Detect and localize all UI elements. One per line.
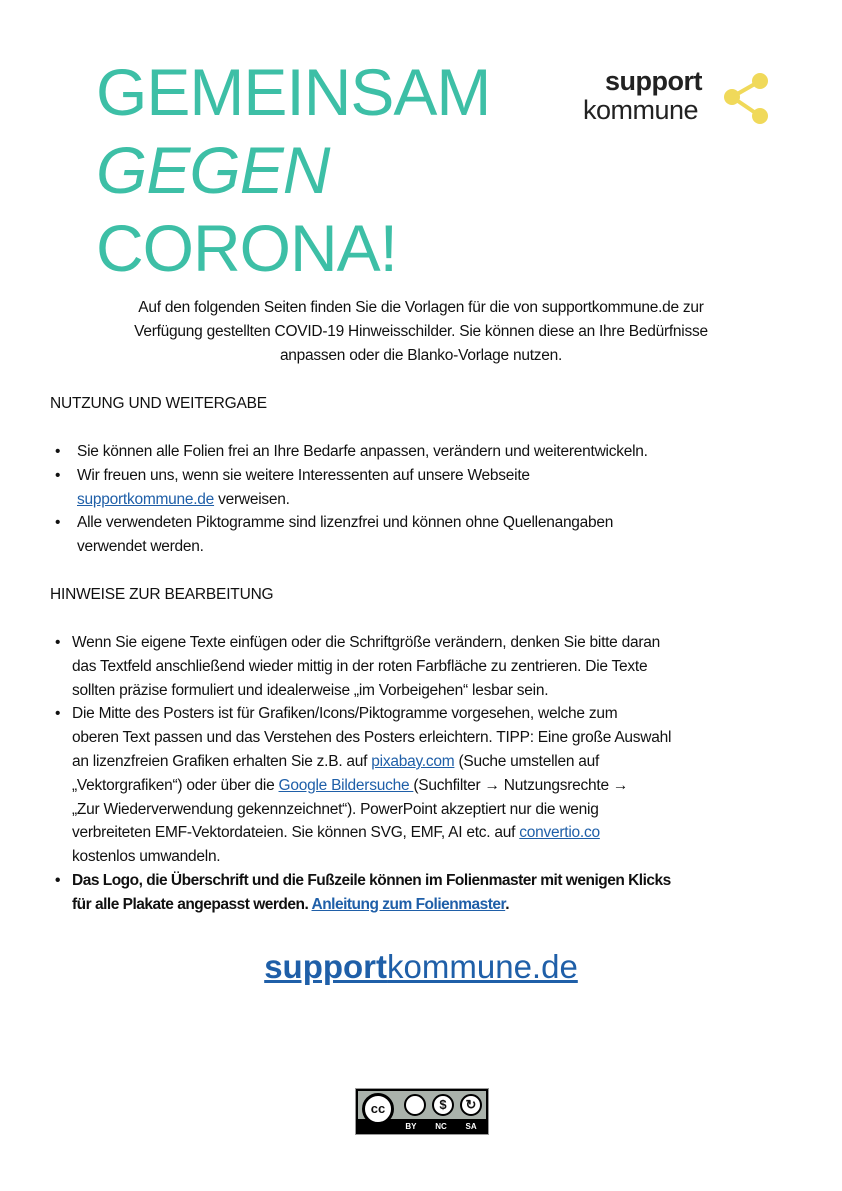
item-text: Das Logo, die Überschrift und die Fußzeile können im Folienmaster mit wenigen Klicks bbox=[72, 871, 671, 889]
list-item: • Sie können alle Folien frei an Ihre Bedarfe anpassen, verändern und weiterentwickeln. bbox=[55, 443, 648, 460]
title-line-1: GEMEINSAM bbox=[96, 55, 491, 129]
item-text: Die Mitte des Posters ist für Grafiken/Icons/Piktogramme vorgesehen, welche zum bbox=[72, 705, 618, 723]
list-item: • Wir freuen uns, wenn sie weitere Interessenten auf unsere Webseite supportkommune.de verweisen. bbox=[55, 466, 530, 508]
google-image-search-link[interactable]: Google Bildersuche bbox=[278, 776, 414, 794]
item-text: verweisen. bbox=[214, 490, 290, 508]
sharealike-icon: ↻ bbox=[460, 1094, 482, 1116]
item-text: verwendet werden. bbox=[77, 538, 204, 556]
folienmaster-guide-link[interactable]: Anleitung zum Folienmaster bbox=[311, 895, 506, 913]
convertio-link[interactable]: convertio.co bbox=[519, 824, 600, 842]
pixabay-link[interactable]: pixabay.com bbox=[371, 752, 455, 770]
cc-icon: cc bbox=[362, 1093, 394, 1125]
site-link-bold[interactable]: support bbox=[264, 948, 388, 985]
usage-list bbox=[50, 440, 648, 559]
license-label-sa: SA bbox=[465, 1122, 477, 1131]
noncommercial-icon: $ bbox=[432, 1094, 454, 1116]
item-text: „Vektorgrafiken“) oder über die bbox=[72, 776, 279, 794]
logo-word-kommune: kommune bbox=[583, 95, 699, 125]
item-text: oberen Text passen und das Verstehen des Posters erleichtern. TIPP: Eine große Auswahl bbox=[72, 729, 672, 747]
share-icon bbox=[718, 70, 773, 125]
item-text: für alle Plakate angepasst werden. bbox=[72, 895, 312, 913]
intro-line: Auf den folgenden Seiten finden Sie die Vorlagen für die von supportkommune.de zur bbox=[138, 299, 704, 316]
section-heading-usage: NUTZUNG UND WEITERGABE bbox=[50, 395, 267, 412]
title-line-2: GEGEN bbox=[96, 133, 330, 207]
item-text: verbreiteten EMF-Vektordateien. Sie können SVG, EMF, AI etc. auf bbox=[72, 824, 520, 842]
supportkommune-link[interactable]: supportkommune.de bbox=[77, 490, 215, 508]
item-text: . bbox=[505, 895, 510, 913]
title-line-3: CORONA! bbox=[96, 211, 398, 285]
item-text: kostenlos umwandeln. bbox=[72, 848, 221, 866]
item-text: (Suche umstellen auf bbox=[454, 752, 600, 770]
license-label-by: BY bbox=[405, 1122, 417, 1131]
item-text: Sie können alle Folien frei an Ihre Bedarfe anpassen, verändern und weiterentwickeln. bbox=[77, 443, 648, 460]
editing-list bbox=[50, 631, 671, 917]
license-label-nc: NC bbox=[435, 1122, 447, 1131]
item-text: das Textfeld anschließend wieder mittig in der roten Farbfläche zu zentrieren. Die Texte bbox=[72, 657, 648, 675]
item-text: (Suchfilter → Nutzungsrechte → bbox=[413, 776, 629, 794]
intro-line: anpassen oder die Blanko-Vorlage nutzen. bbox=[279, 346, 563, 364]
list-item: • Alle verwendeten Piktogramme sind lizenzfrei und können ohne Quellenangaben verwendet werden. bbox=[55, 514, 614, 556]
site-link-rest[interactable]: kommune.de bbox=[387, 948, 578, 985]
item-text: Wenn Sie eigene Texte einfügen oder die Schriftgröße verändern, denken Sie bitte daran bbox=[72, 634, 660, 651]
cc-by-nc-sa-badge bbox=[355, 1088, 489, 1135]
website-link[interactable] bbox=[0, 948, 842, 986]
item-text: Wir freuen uns, wenn sie weitere Interessenten auf unsere Webseite bbox=[77, 466, 530, 484]
list-item: • Die Mitte des Posters ist für Grafiken/Icons/Piktogramme vorgesehen, welche zum oberen Text passen und das Verstehen des Posters erleichtern. TIPP: Eine große Auswahl an lizenzfreien Grafiken erhalten Sie z.B. auf pixabay.com (Suche umstellen auf „Vektorgrafiken“) oder über die Google Bildersuche (Suchfilter → Nutzungsrechte → „Zur Wiederverwendung gekennzeichnet“). PowerPoint akzeptiert nur die wenig verbreiteten EMF-Vektordateien. Sie können SVG, EMF, AI etc. auf convertio.co kostenlos umwandeln. bbox=[55, 705, 672, 866]
attribution-icon bbox=[404, 1094, 426, 1116]
list-item: • Das Logo, die Überschrift und die Fußzeile können im Folienmaster mit wenigen Klicks für alle Plakate angepasst werden. Anleitung zum Folienmaster. bbox=[55, 871, 671, 913]
intro-line: Verfügung gestellten COVID-19 Hinweisschilder. Sie können diese an Ihre Bedürfnisse bbox=[134, 322, 708, 340]
section-heading-editing: HINWEISE ZUR BEARBEITUNG bbox=[50, 586, 274, 603]
intro-text bbox=[0, 296, 842, 367]
item-text: sollten präzise formuliert und idealerweise „im Vorbeigehen“ lesbar sein. bbox=[72, 681, 549, 699]
item-text: „Zur Wiederverwendung gekennzeichnet“). PowerPoint akzeptiert nur die wenig bbox=[72, 800, 599, 818]
list-item: • Wenn Sie eigene Texte einfügen oder die Schriftgröße verändern, denken Sie bitte daran das Textfeld anschließend wieder mittig in der roten Farbfläche zu zentrieren. Die Texte sollten präzise formuliert und idealerweise „im Vorbeigehen“ lesbar sein. bbox=[55, 634, 660, 699]
logo-word-support: support bbox=[605, 66, 702, 96]
item-text: an lizenzfreien Grafiken erhalten Sie z.B. auf bbox=[72, 752, 372, 770]
item-text: Alle verwendeten Piktogramme sind lizenzfrei und können ohne Quellenangaben bbox=[77, 514, 614, 532]
